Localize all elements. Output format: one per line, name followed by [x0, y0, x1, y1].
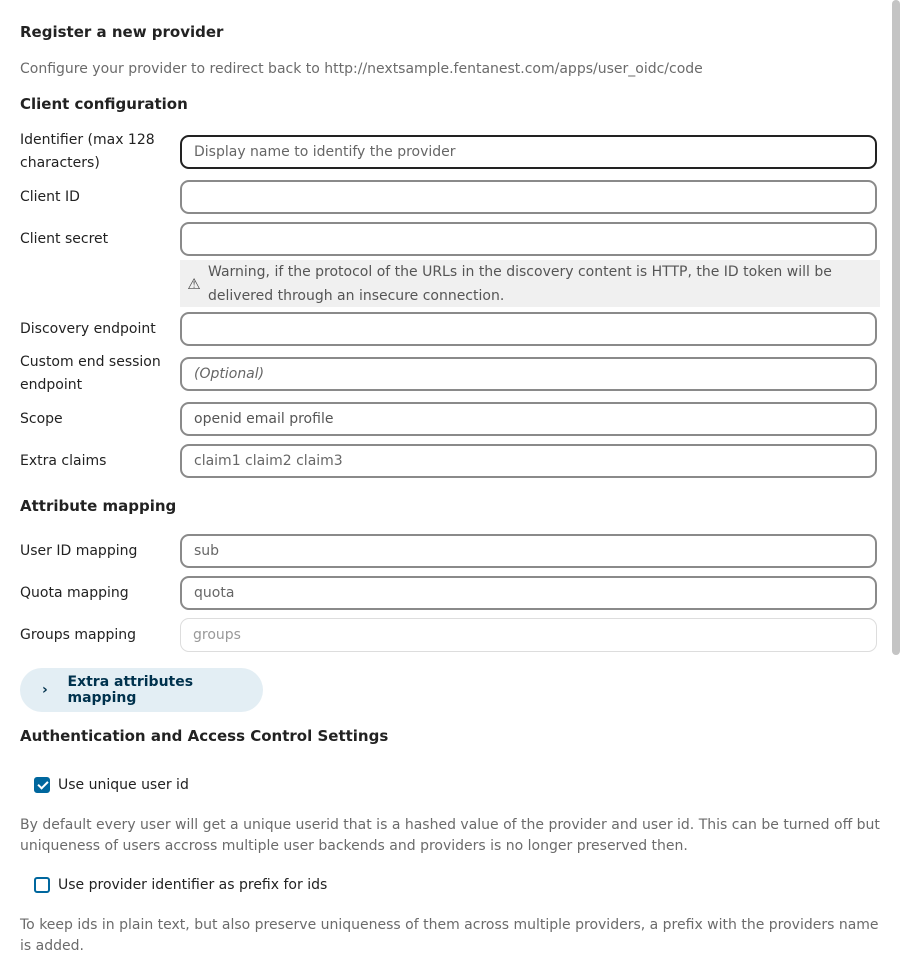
- end-session-label: Custom end session endpoint: [20, 354, 161, 393]
- chevron-right-icon: ›: [42, 682, 48, 698]
- provider-prefix-help: To keep ids in plain text, but also preserve uniqueness of them across multiple providers, a prefix with the providers name is added.: [20, 917, 879, 954]
- unique-user-id-label: Use unique user id: [58, 777, 189, 793]
- identifier-input[interactable]: [180, 135, 877, 169]
- user-id-mapping-input[interactable]: [180, 534, 877, 568]
- client-secret-input[interactable]: [180, 222, 877, 256]
- provider-prefix-checkbox[interactable]: [34, 877, 327, 893]
- discovery-endpoint-input[interactable]: [180, 312, 877, 346]
- client-id-label: Client ID: [20, 189, 80, 205]
- scrollbar-thumb[interactable]: [892, 0, 900, 655]
- insecure-warning: [180, 260, 880, 307]
- end-session-input[interactable]: [180, 357, 877, 391]
- groups-mapping-input: [180, 618, 877, 652]
- groups-mapping-label: Groups mapping: [20, 627, 137, 643]
- attribute-mapping-heading: Attribute mapping: [20, 497, 177, 515]
- identifier-label: Identifier (max 128 characters): [20, 132, 155, 171]
- extra-claims-label: Extra claims: [20, 453, 107, 469]
- quota-mapping-label: Quota mapping: [20, 585, 129, 601]
- checkbox-checked-icon[interactable]: [34, 777, 50, 793]
- client-secret-label: Client secret: [20, 231, 109, 247]
- client-id-input[interactable]: [180, 180, 877, 214]
- redirect-info: Configure your provider to redirect back to http://nextsample.fentanest.com/apps/user_oidc/code: [20, 61, 703, 77]
- unique-user-id-checkbox[interactable]: [34, 777, 189, 793]
- provider-prefix-label: Use provider identifier as prefix for ids: [58, 877, 328, 893]
- quota-mapping-input[interactable]: [180, 576, 877, 610]
- auth-settings-heading: Authentication and Access Control Settings: [20, 727, 389, 745]
- user-id-mapping-label: User ID mapping: [20, 543, 138, 559]
- page-title: Register a new provider: [20, 23, 224, 41]
- unique-user-id-help: By default every user will get a unique userid that is a hashed value of the provider and user id. This can be turned off but uniqueness of users accross multiple user backends and providers is no longer preserved then.: [20, 817, 880, 854]
- scope-input[interactable]: [180, 402, 877, 436]
- scope-label: Scope: [20, 411, 63, 427]
- warning-text: Warning, if the protocol of the URLs in the discovery content is HTTP, the ID token will be delivered through an insecure connection.: [208, 263, 832, 304]
- extra-claims-input[interactable]: [180, 444, 877, 478]
- extra-attributes-label: Extra attributes mapping: [67, 674, 194, 706]
- extra-attributes-mapping-button[interactable]: [20, 668, 263, 712]
- discovery-label: Discovery endpoint: [20, 321, 156, 337]
- checkbox-unchecked-icon[interactable]: [34, 877, 50, 893]
- warning-icon: ⚠: [187, 274, 201, 293]
- client-config-heading: Client configuration: [20, 95, 188, 113]
